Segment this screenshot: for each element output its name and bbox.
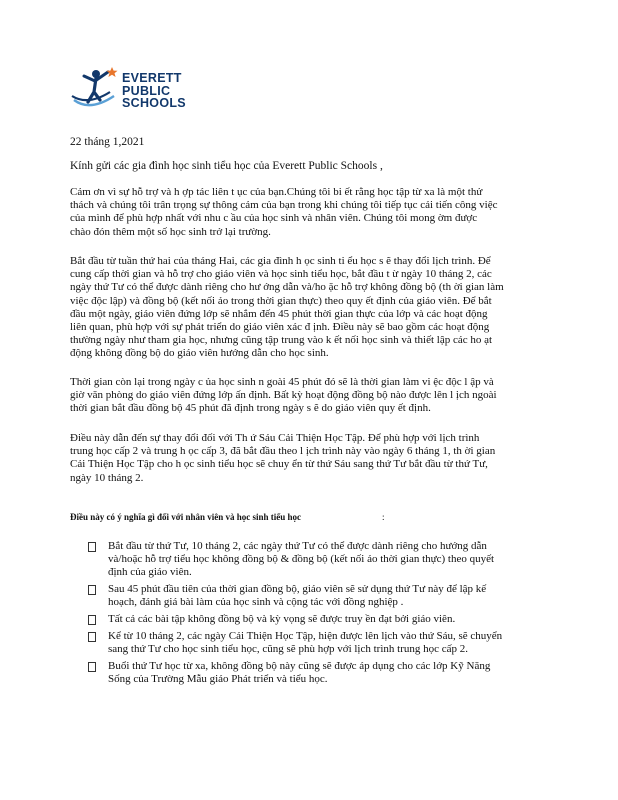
- list-item-line: Sống của Trường Mẫu giáo Phát triển và tiểu học.: [108, 673, 328, 685]
- list-item-line: sang thứ Tư cho học sinh tiểu học, cũng sẽ phù hợp với lịch trình trung học cấp 2.: [108, 643, 469, 655]
- paragraph-line: thách và chúng tôi trân trọng sự thông cảm của bạn trong khi chúng tôi tiếp tục cải tiến công việc: [70, 199, 498, 212]
- bullet-box-icon: [88, 615, 96, 625]
- bullet-box-icon: [88, 632, 96, 642]
- section-heading-colon: :: [382, 512, 385, 522]
- school-mascot-icon: [70, 66, 122, 112]
- paragraph-2: [70, 255, 570, 361]
- paragraph-4: [70, 432, 570, 485]
- paragraph-line: Bắt đầu từ tuần thứ hai của tháng Hai, các gia đình h ọc sinh ti ểu học s ẽ thay đổi lịch trình. Để: [70, 255, 491, 267]
- paragraph-line: động không đồng bộ do giáo viên hướng dẫn cho học sinh.: [70, 347, 329, 360]
- paragraph-line: trung học cấp 2 và trung h ọc cấp 3, đã bắt đầu theo l ịch trình này vào ngày 6 tháng 1, th ời gian: [70, 445, 496, 458]
- paragraph-line: chào đón thêm một số học sinh trở lại trường.: [70, 225, 271, 238]
- paragraph-line: thường ngày như tham gia học, nhưng cũng tập trung vào k ết nối học sinh và thiết lập các ho ạt: [70, 334, 493, 347]
- logo-line-3: SCHOOLS: [122, 96, 186, 110]
- paragraph-line: ngày 10 tháng 2.: [70, 471, 144, 484]
- logo-line-1: EVERETT: [122, 71, 182, 85]
- paragraph-line: ngày thứ Tư có thể được dành riêng cho hư ớng dẫn và/ho ặc hỗ trợ không đồng bộ (th ời gian làm: [70, 281, 504, 294]
- everett-public-schools-logo: [70, 66, 210, 112]
- section-heading: [70, 512, 550, 522]
- letter-greeting: Kính gửi các gia đình học sinh tiểu học của Everett Public Schools ,: [70, 160, 383, 172]
- letter-date: 22 tháng 1,2021: [70, 136, 145, 148]
- list-item: [88, 540, 588, 579]
- paragraph-line: Thời gian còn lại trong ngày c ủa học sinh n goài 45 phút đó sẽ là thời gian làm vi ệc độc l ập và: [70, 376, 494, 388]
- bullet-box-icon: [88, 542, 96, 552]
- list-item-line: và/hoặc hỗ trợ tiểu học không đồng bộ & đồng bộ (kết nối ảo thời gian thực) theo quyết: [108, 553, 495, 565]
- list-item: [88, 660, 588, 686]
- list-item-line: định của giáo viên.: [108, 566, 192, 578]
- list-item: [88, 630, 588, 656]
- bullet-list: [88, 540, 588, 690]
- paragraph-line: việc độc lập) và đồng bộ (kết nối ảo trong thời gian thực) theo quy ết định của giáo viên. Để bắt: [70, 294, 492, 307]
- paragraph-1: [70, 186, 570, 239]
- paragraph-line: cung cấp thời gian và hỗ trợ cho giáo viên và học sinh tiểu học, bắt đầu t ừ ngày 10 tháng 2, các: [70, 268, 492, 281]
- list-item-line: Buổi thứ Tư học từ xa, không đồng bộ này cũng sẽ được áp dụng cho các lớp Kỹ Năng: [108, 660, 491, 672]
- paragraph-3: [70, 376, 570, 416]
- paragraph-line: thời gian bắt đầu đồng bộ 45 phút đã định trong ngày s ẽ do giáo viên quy ết định.: [70, 402, 431, 415]
- list-item-line: Sau 45 phút đầu tiên của thời gian đồng bộ, giáo viên sẽ sử dụng thứ Tư này để lập kế: [108, 583, 487, 595]
- list-item-line: hoạch, đánh giá bài làm của học sinh và cộng tác với đồng nghiệp .: [108, 596, 404, 608]
- list-item: [88, 613, 588, 626]
- paragraph-line: đầu một ngày, giáo viên đứng lớp sẽ nhắm đến 45 phút thời gian thực của lớp và các hoạt động: [70, 307, 488, 320]
- logo-line-2: PUBLIC: [122, 83, 171, 98]
- paragraph-line: Cải Thiện Học Tập cho h ọc sinh tiểu học sẽ chuy ển từ thứ Sáu sang thứ Tư bắt đầu từ thứ Tư,: [70, 458, 488, 471]
- section-heading-text: Điều này có ý nghĩa gì đối với nhân viên và học sinh tiểu học: [70, 512, 302, 522]
- list-item: [88, 583, 588, 609]
- bullet-box-icon: [88, 585, 96, 595]
- paragraph-line: của mình để phù hợp nhất với nhu c ầu của học sinh và nhân viên. Chúng tôi mong ờm được: [70, 212, 478, 225]
- list-item-line: Bắt đầu từ thứ Tư, 10 tháng 2, các ngày thứ Tư có thể được dành riêng cho hướng dẫn: [108, 540, 487, 552]
- list-item-line: Kể từ 10 tháng 2, các ngày Cải Thiện Học Tập, hiện được lên lịch vào thứ Sáu, sẽ chuyển: [108, 630, 503, 642]
- bullet-box-icon: [88, 662, 96, 672]
- paragraph-line: liên quan, phù hợp với sự phát triển do giáo viên xác đ ịnh. Điều này sẽ bao gồm các hoạt động: [70, 321, 490, 334]
- logo-wordmark: [122, 72, 186, 110]
- paragraph-line: Điều này dẫn đến sự thay đổi đối với Th ứ Sáu Cải Thiện Học Tập. Để phù hợp với lịch trình: [70, 432, 480, 444]
- paragraph-line: Cảm ơn vì sự hỗ trợ và h ợp tác liên t ục của bạn.Chúng tôi bi ết rằng học tập từ xa là một thử: [70, 186, 483, 198]
- list-item-line: Tất cả các bài tập không đồng bộ và kỳ vọng sẽ được truy ền đạt bởi giáo viên.: [108, 613, 456, 625]
- paragraph-line: giờ văn phòng do giáo viên đứng lớp ấn định. Bất kỳ hoạt động đồng bộ nào được lên l ịch ngoài: [70, 389, 497, 402]
